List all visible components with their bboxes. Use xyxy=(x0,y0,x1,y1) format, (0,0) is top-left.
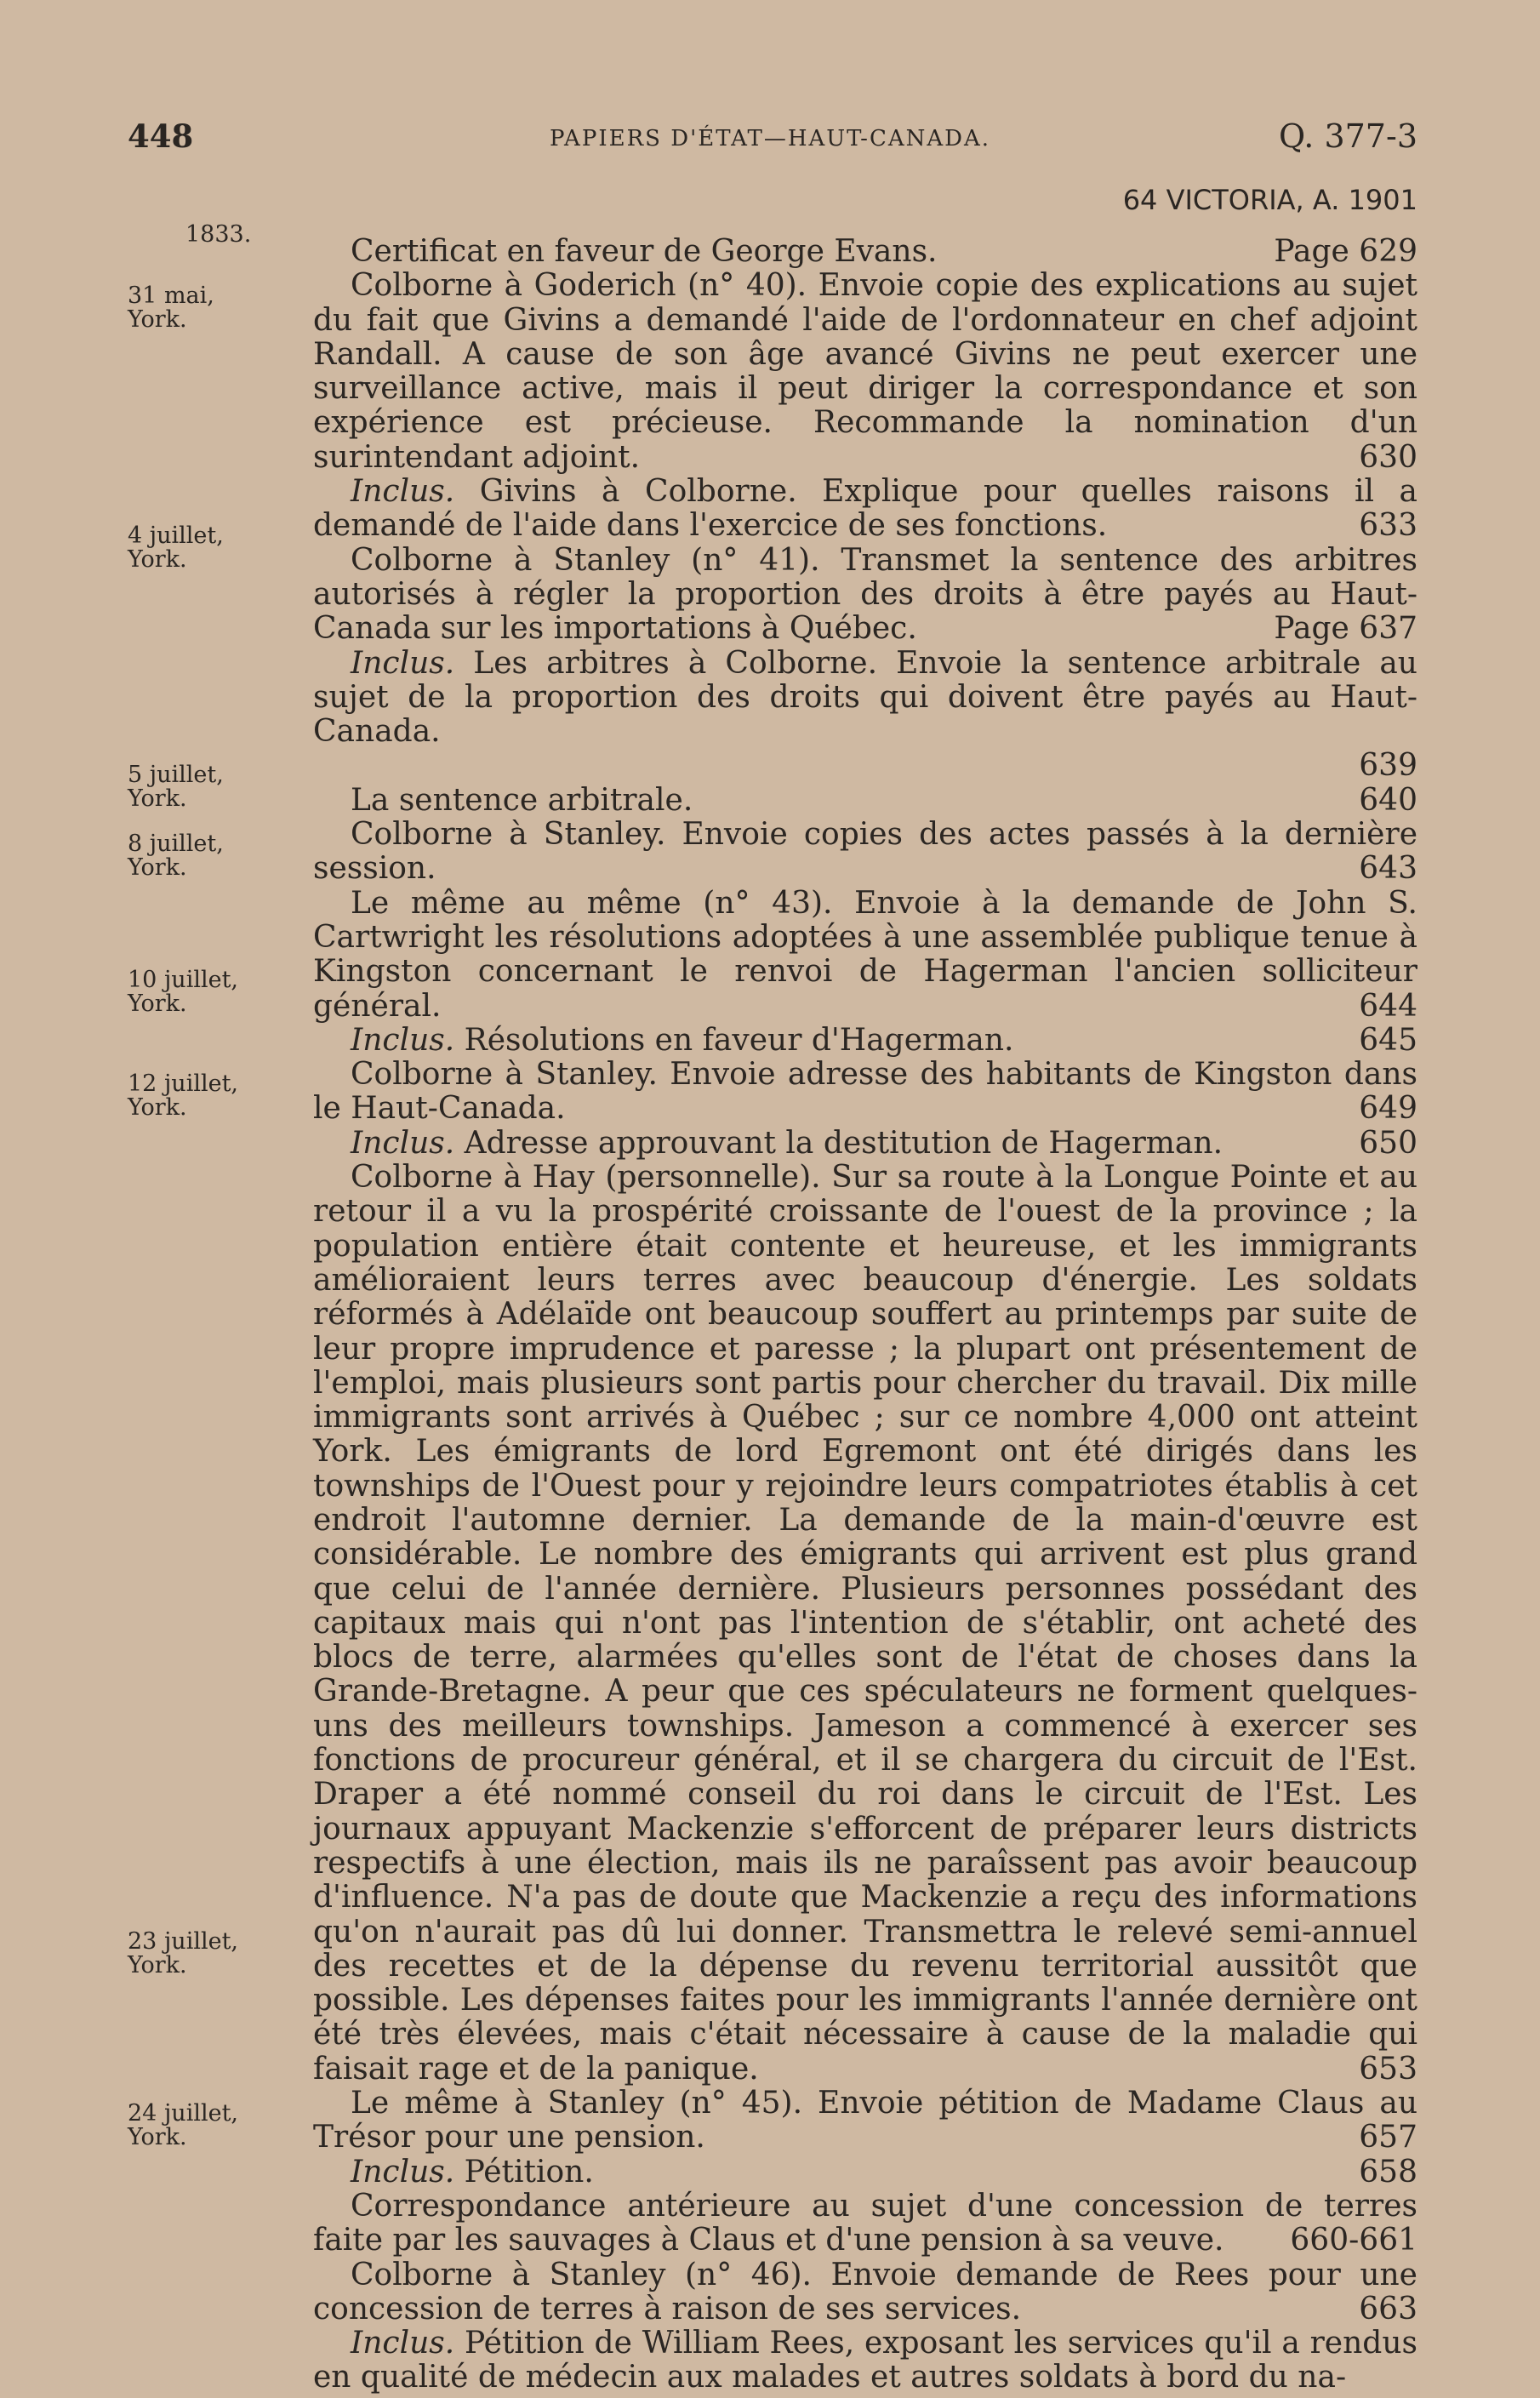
catalogue-entry xyxy=(313,818,1417,887)
catalogue-entry xyxy=(313,647,1417,750)
page-reference: 653 xyxy=(1359,2051,1417,2087)
enclosure-label: Inclus. xyxy=(351,2154,455,2190)
entry-text: Adresse approuvant la destitution de Hagerman. xyxy=(464,1125,1223,1161)
catalogue-entry xyxy=(313,2155,1417,2190)
enclosure-label: Inclus. xyxy=(351,2326,455,2361)
margin-date-place: York. xyxy=(128,546,187,573)
margin-date-day: 12 juillet, xyxy=(128,1071,239,1097)
catalogue-entry xyxy=(313,235,1417,269)
entry-text: Pétition de William Rees, exposant les services qu'il a rendus en qualité de médecin aux malades et autres soldats à bord du na- xyxy=(313,2326,1417,2395)
margin-date-day: 10 juillet, xyxy=(128,967,239,993)
catalogue-entry xyxy=(313,1127,1417,1161)
margin-date-day: 5 juillet, xyxy=(128,762,224,788)
running-title: PAPIERS D'ÉTAT—HAUT-CANADA. xyxy=(549,126,991,151)
page-reference: 663 xyxy=(1359,2291,1417,2327)
entry-text: Colborne à Stanley (n° 46). Envoie demande de Rees pour une concession de terres à raison de ses services. xyxy=(313,2257,1417,2327)
margin-date xyxy=(128,1930,238,1978)
entries-body xyxy=(313,235,1417,2395)
margin-date xyxy=(128,968,238,1016)
catalogue-entry xyxy=(313,887,1417,1024)
page-reference: 660-661 xyxy=(1290,2223,1417,2258)
entry-text: La sentence arbitrale. xyxy=(351,782,693,818)
enclosure-label: Inclus. xyxy=(351,1022,455,1058)
catalogue-entry xyxy=(313,2327,1417,2395)
entry-text: Le même à Stanley (n° 45). Envoie pétition de Madame Claus au Trésor pour une pension. xyxy=(313,2086,1417,2155)
enclosure-label: Inclus. xyxy=(351,1125,455,1161)
margin-date xyxy=(128,1072,238,1120)
entry-text: Certificat en faveur de George Evans. xyxy=(351,234,938,269)
page-reference: Page 637 xyxy=(1274,611,1417,647)
catalogue-entry xyxy=(313,544,1417,647)
margin-date-place: York. xyxy=(128,306,187,333)
margin-date-place: York. xyxy=(128,1094,187,1121)
page-number: 448 xyxy=(128,117,194,155)
page-reference: Page 629 xyxy=(1274,234,1417,269)
page-reference: 633 xyxy=(1359,508,1417,544)
margin-date-place: York. xyxy=(128,2124,187,2150)
margin-date-place: York. xyxy=(128,1952,187,1978)
catalogue-entry xyxy=(313,2087,1417,2155)
catalogue-entry xyxy=(313,1024,1417,1058)
entry-text: Pétition. xyxy=(464,2154,594,2190)
session-label: 64 VICTORIA, A. 1901 xyxy=(1122,184,1417,216)
entry-text: Colborne à Hay (personnelle). Sur sa route à la Longue Pointe et au retour il a vu la prospérité croissante de l'ouest de la province ; la population entière était contente et heureuse, et les immigrants amélioraient leurs terres avec beaucoup d'énergie. Les soldats réformés à Adélaïde ont beaucoup souffert au printemps par suite de leur propre imprudence et paresse ; la plupart ont présentement de l'emploi, mais plusieurs sont partis pour chercher du travail. Dix mille immigrants sont arrivés à Québec ; sur ce nombre 4,000 ont atteint York. Les émigrants de lord Egremont ont été dirigés dans les townships de l'Ouest pour y rejoindre leurs compatriotes établis à cet endroit l'automne dernier. La demande de la main-d'œuvre est considérable. Le nombre des émigrants qui arrivent est plus grand que celui de l'année dernière. Plusieurs personnes possédant des capitaux mais qui n'ont pas l'intention de s'établir, ont acheté des blocs de terre, alarmées qu'elles sont de l'état de choses dans la Grande-Bretagne. A peur que ces spéculateurs ne forment quelques-uns des meilleurs townships. Jameson a commencé à exercer ses fonctions de procureur général, et il se chargera du circuit de l'Est. Draper a été nommé conseil du roi dans le circuit de l'Est. Les journaux appuyant Mackenzie s'efforcent de préparer leurs districts respectifs à une élection, mais ils ne paraîssent pas avoir beaucoup d'influence. N'a pas de doute que Mackenzie a reçu des informations qu'on n'aurait pas dû lui donner. Transmettra le relevé semi-annuel des recettes et de la dépense du revenu territorial aussitôt que possible. Les dépenses faites pour les immigrants l'année dernière ont été très élevées, mais c'était nécessaire à cause de la maladie qui faisait rage et de la panique. xyxy=(313,1160,1417,2087)
margin-date xyxy=(128,763,224,811)
margin-date xyxy=(128,284,214,332)
page-reference: 644 xyxy=(1359,988,1417,1024)
margin-date xyxy=(128,524,224,572)
entry-text: Les arbitres à Colborne. Envoie la sentence arbitrale au sujet de la proportion des droits qui doivent être payés au Haut-Canada. xyxy=(313,645,1417,750)
page-reference: 639 xyxy=(1359,748,1417,784)
entry-text: Correspondance antérieure au sujet d'une concession de terres faite par les sauvages à Claus et d'une pension à sa veuve. xyxy=(313,2188,1417,2258)
margin-date-day: 24 juillet, xyxy=(128,2100,239,2127)
enclosure-label: Inclus. xyxy=(351,645,455,681)
catalogue-entry xyxy=(313,1058,1417,1127)
entry-text: Colborne à Stanley (n° 41). Transmet la sentence des arbitres autorisés à régler la proportion des droits à être payés au Haut-Canada sur les importations à Québec. xyxy=(313,542,1417,647)
entry-text: Givins à Colborne. Explique pour quelles raisons il a demandé de l'aide dans l'exercice de ses fonctions. xyxy=(313,474,1417,544)
margin-date xyxy=(128,832,224,880)
entry-text: Le même au même (n° 43). Envoie à la demande de John S. Cartwright les résolutions adoptées à une assemblée publique tenue à Kingston concernant le renvoi de Hagerman l'ancien solliciteur général. xyxy=(313,885,1417,1024)
catalogue-entry xyxy=(313,269,1417,475)
margin-date xyxy=(128,2102,238,2150)
margin-date-day: 23 juillet, xyxy=(128,1928,239,1955)
margin-date-place: York. xyxy=(128,785,187,812)
entry-text: Colborne à Stanley. Envoie copies des actes passés à la dernière session. xyxy=(313,817,1417,887)
catalogue-entry xyxy=(313,1161,1417,2087)
catalogue-entry xyxy=(313,2190,1417,2258)
page-reference: 640 xyxy=(1359,782,1417,818)
margin-date-place: York. xyxy=(128,854,187,881)
entry-text: Résolutions en faveur d'Hagerman. xyxy=(464,1022,1014,1058)
margin-date-day: 4 juillet, xyxy=(128,522,224,549)
enclosure-label: Inclus. xyxy=(351,474,455,510)
margin-date-day: 31 mai, xyxy=(128,283,214,309)
page-reference: 650 xyxy=(1359,1125,1417,1161)
page-reference: 649 xyxy=(1359,1091,1417,1127)
catalogue-entry xyxy=(313,784,1417,818)
archive-reference: Q. 377-3 xyxy=(1279,117,1417,155)
entry-text: Colborne à Stanley. Envoie adresse des habitants de Kingston dans le Haut-Canada. xyxy=(313,1057,1417,1127)
page-reference: 658 xyxy=(1359,2154,1417,2190)
catalogue-entry xyxy=(313,475,1417,544)
margin-date-place: York. xyxy=(128,991,187,1017)
margin-date-day: 8 juillet, xyxy=(128,831,224,857)
year-label: 1833. xyxy=(185,221,252,248)
page-reference: 630 xyxy=(1359,439,1417,475)
page-reference: 645 xyxy=(1359,1022,1417,1058)
page-reference: 657 xyxy=(1359,2120,1417,2155)
catalogue-entry xyxy=(313,2258,1417,2327)
entry-text: Colborne à Goderich (n° 40). Envoie copie des explications au sujet du fait que Givins a demandé l'aide de l'ordonnateur en chef adjoint Randall. A cause de son âge avancé Givins ne peut exercer une surveillance active, mais il peut diriger la correspondance et son expérience est précieuse. Recommande la nomination d'un surintendant adjoint. xyxy=(313,268,1417,475)
page-reference: 643 xyxy=(1359,851,1417,887)
